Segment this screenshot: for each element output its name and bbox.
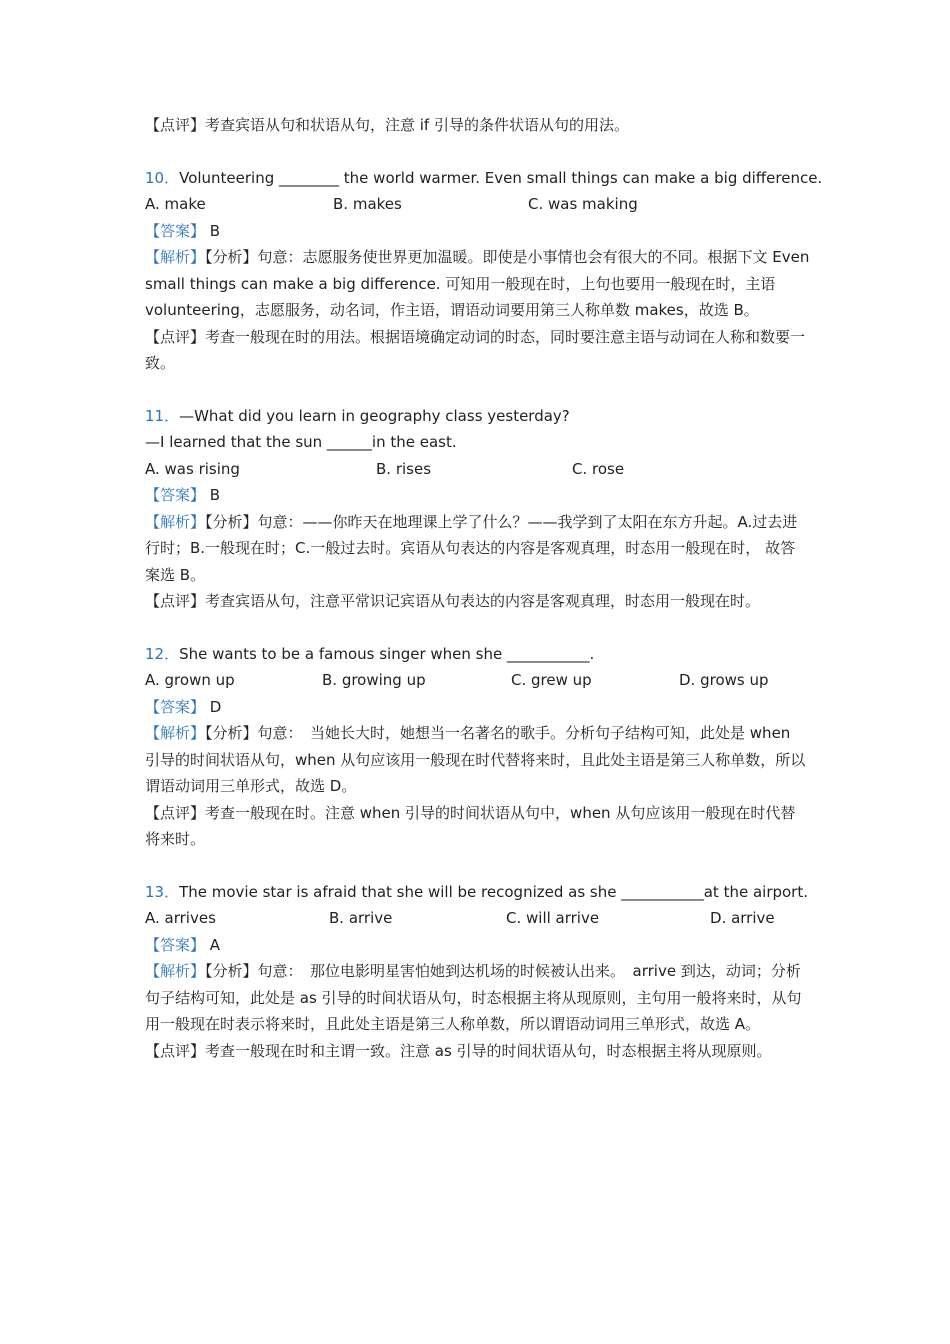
question-10-options <box>145 191 810 218</box>
option: B. growing up <box>322 671 426 689</box>
prev-comment: 【点评】考查宾语从句和状语从句，注意 if 引导的条件状语从句的用法。 <box>145 116 629 134</box>
question-13-stem: 13．The movie star is afraid that she will be recognized as she ___________at the airport. <box>145 882 808 901</box>
option: A. grown up <box>145 671 235 689</box>
option: C. grew up <box>511 671 592 689</box>
option: B. makes <box>333 195 402 213</box>
document-page <box>145 112 823 1064</box>
option: A. was rising <box>145 459 240 478</box>
option: D. arrive <box>710 909 775 927</box>
option: B. arrive <box>329 909 393 927</box>
option: B. rises <box>376 459 432 478</box>
question-12-options <box>145 667 810 694</box>
question-10-comment: 【点评】考查一般现在时的用法。根据语境确定动词的时态，同时要注意主语与动词在人称和数要一致。 <box>145 327 806 372</box>
question-number: 12． <box>145 644 180 663</box>
option: A. make <box>145 195 206 213</box>
question-11-answer: 【答案】 B <box>145 486 221 504</box>
question-10-analysis: 【解析】【分析】句意：志愿服务使世界更加温暖。即使是小事情也会有很大的不同。根据下文 Even small things can make a big difference. 可知用一般现在时，上句也要用一般现在时，主语 volunteering，志愿服务，动名词，作主语，谓语动词要用第三人称单数 makes，故选 B。 <box>145 248 810 319</box>
question-11-analysis: 【解析】【分析】句意：——你昨天在地理课上学了什么？——我学到了太阳在东方升起。A.过去进行时；B.一般现在时；C.一般过去时。宾语从句表达的内容是客观真理，时态用一般现在时， 故答案选 B。 <box>145 512 798 584</box>
question-12-analysis: 【解析】【分析】句意： 当她长大时，她想当一名著名的歌手。分析句子结构可知，此处是 when 引导的时间状语从句，when 从句应该用一般现在时代替将来时，且此处主语是第三人称单数，所以谓语动词用三单形式，故选 D。 <box>145 724 806 795</box>
question-13-analysis: 【解析】【分析】句意： 那位电影明星害怕她到达机场的时候被认出来。 arrive 到达，动词；分析句子结构可知，此处是 as 引导的时间状语从句，时态根据主将从现原则，主句用一般将来时，从句用一般现在时表示将来时，且此处主语是第三人称单数，所以谓语动词用三单形式，故选 A。 <box>145 962 802 1033</box>
question-13-comment: 【点评】考查一般现在时和主谓一致。注意 as 引导的时间状语从句，时态根据主将从现原则。 <box>145 1041 772 1060</box>
question-10-answer: 【答案】 B <box>145 221 221 240</box>
question-number: 10． <box>145 168 180 187</box>
question-11-options <box>145 456 810 483</box>
question-number: 11． <box>145 406 180 425</box>
question-number: 13． <box>145 882 180 901</box>
option: C. rose <box>572 459 625 478</box>
question-12-comment: 【点评】考查一般现在时。注意 when 引导的时间状语从句中，when 从句应该用一般现在时代替将来时。 <box>145 803 796 848</box>
question-13-answer: 【答案】 A <box>145 935 221 954</box>
question-11-stem: 11．—What did you learn in geography class yesterday? <box>145 406 570 425</box>
question-11-comment: 【点评】考查宾语从句，注意平常识记宾语从句表达的内容是客观真理，时态用一般现在时。 <box>145 592 761 610</box>
question-10-stem: 10．Volunteering ________ the world warmer. Even small things can make a big difference. <box>145 168 823 187</box>
option: C. will arrive <box>506 909 600 927</box>
question-12-stem: 12．She wants to be a famous singer when she ___________. <box>145 644 595 663</box>
question-11-stem2: —I learned that the sun ______in the east. <box>145 433 457 451</box>
option: A. arrives <box>145 909 216 927</box>
question-13-options <box>145 905 810 932</box>
option: D. grows up <box>679 671 769 689</box>
option: C. was making <box>528 195 638 213</box>
question-12-answer: 【答案】 D <box>145 697 222 716</box>
